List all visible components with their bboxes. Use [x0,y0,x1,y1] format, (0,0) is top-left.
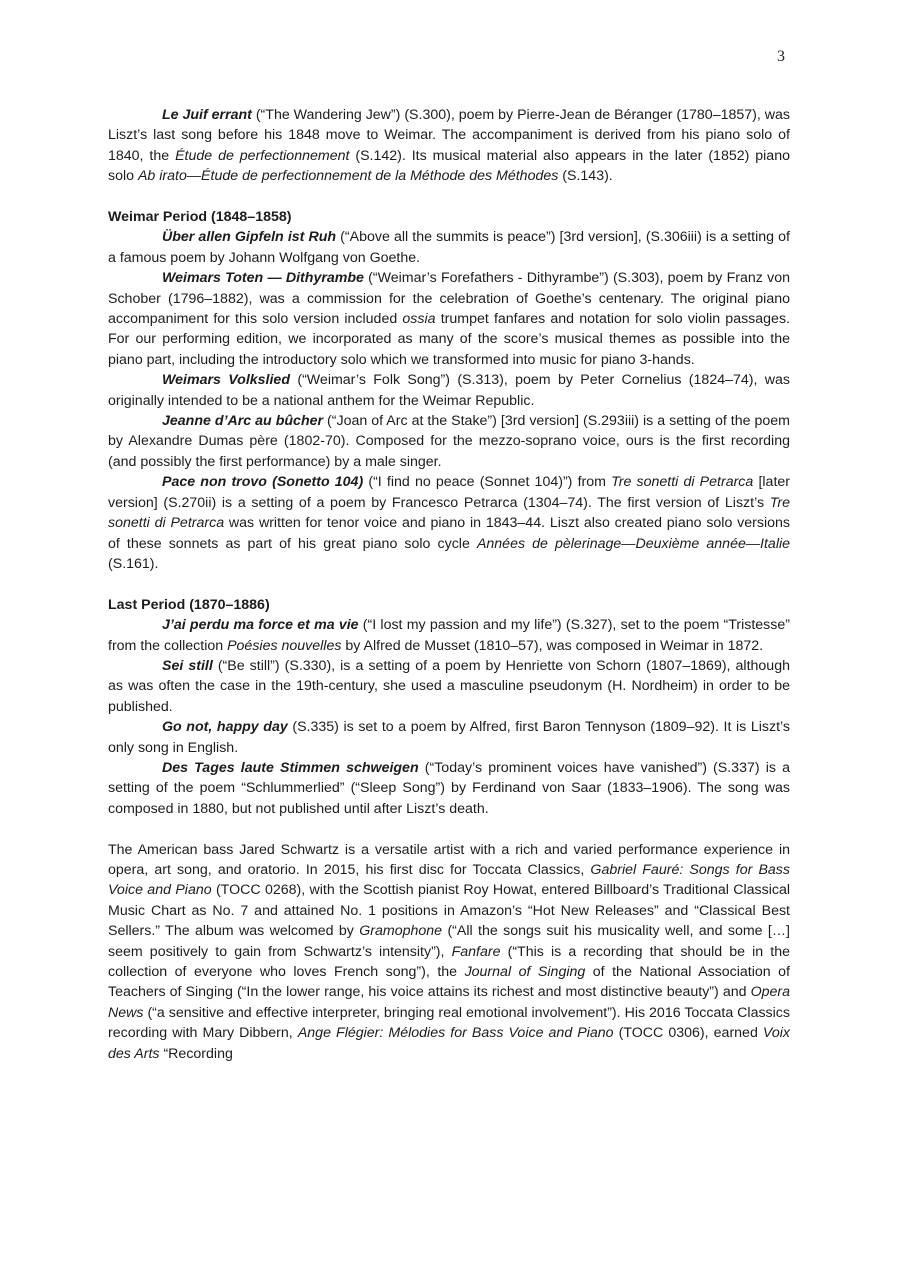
work-title: Weimars Toten — Dithyrambe [162,270,364,287]
work-title: Über allen Gipfeln ist Ruh [162,229,337,246]
work-title: Le Juif errant [162,107,252,123]
section-heading-last-period: Last Period (1870–1886) [108,596,270,613]
paragraph-weimars-volkslied: Weimars Volkslied (“Weimar’s Folk Song”) (S.313), poem by Peter Cornelius (1824–74), was originally intended to be a national anthem for the Weimar Republic. [108,372,791,409]
work-title: J’ai perdu ma force et ma vie [162,617,359,634]
paragraph-le-juif-errant: Le Juif errant (“The Wandering Jew”) (S.300), poem by Pierre-Jean de Béranger (1780–1857), was Liszt’s last song before his 1848 move to Weimar. The accompaniment is derived from his piano solo of 1840, the Étude de perfectionnement (S.142). Its musical material also appears in the later (1852) piano solo Ab irato—Étude de perfectionnement de la Méthode des Méthodes (S.143). [108,107,790,185]
paragraph-des-tages: Des Tages laute Stimmen schweigen (“Today’s prominent voices have vanished”) (S.337) is a setting of the poem “Schlummerlied” (“Sleep Song”) by Ferdinand von Saar (1833–1906). The song was composed in 1880, but not published until after Liszt’s death. [108,759,790,817]
work-title: Jeanne d’Arc au bûcher [162,413,324,430]
paragraph-jai-perdu: J’ai perdu ma force et ma vie (“I lost my passion and my life”) (S.327), set to the poem “Tristesse” from the collection Poésies nouvelles by Alfred de Musset (1810–57), was composed in Weimar in 1872. [108,617,790,654]
work-title: Des Tages laute Stimmen schweigen [162,759,419,776]
work-title: Sei still [162,657,213,674]
paragraph-sei-still: Sei still (“Be still”) (S.330), is a setting of a poem by Henriette von Schorn (1807–1869), although as was often the case in the 19th-century, she used a masculine pseudonym (H. Nordheim) in order to be published. [108,657,790,715]
paragraph-jeanne-darc: Jeanne d’Arc au bûcher (“Joan of Arc at the Stake”) [3rd version] (S.293iii) is a setting of the poem by Alexandre Dumas père (1802-70). Composed for the mezzo-soprano voice, ours is the first recording (and possibly the first performance) by a male singer. [108,413,790,470]
section-heading-weimar: Weimar Period (1848–1858) [108,209,292,226]
work-title: Go not, happy day [162,719,288,736]
work-title: Weimars Volkslied [162,372,290,389]
paragraph-weimars-toten: Weimars Toten — Dithyrambe (“Weimar’s Forefathers - Dithyrambe”) (S.303), poem by Franz von Schober (1796–1882), was a commission for the celebration of Goethe’s centenary. The original piano accompaniment for this solo version included ossia trumpet fanfares and notation for solo violin passages. For our performing edition, we incorporated as many of the score’s musical themes as possible into the piano part, including the introductory solo which we transformed into music for piano 3-hands. [108,270,790,368]
work-title: Pace non trovo (Sonetto 104) [162,474,364,491]
page-number: 3 [777,48,785,65]
paragraph-go-not-happy-day: Go not, happy day (S.335) is set to a poem by Alfred, first Baron Tennyson (1809–92). It is Liszt’s only song in English. [108,719,790,756]
paragraph-pace-non-trovo: Pace non trovo (Sonetto 104) (“I find no peace (Sonnet 104)”) from Tre sonetti di Petrarca [later version] (S.270ii) is a setting of a poem by Francesco Petrarca (1304–74). The first version of Liszt’s Tre sonetti di Petrarca was written for tenor voice and piano in 1843–44. Liszt also created piano solo versions of these sonnets as part of his great piano solo cycle Années de pèlerinage—Deuxième année—Italie (S.161). [108,474,791,572]
paragraph-uber-allen-gipfeln: Über allen Gipfeln ist Ruh (“Above all the summits is peace”) [3rd version], (S.306iii) is a setting of a famous poem by Johann Wolfgang von Goethe. [108,229,790,266]
page-body [108,105,790,1064]
paragraph-biography: The American bass Jared Schwartz is a versatile artist with a rich and varied performance experience in opera, art song, and oratorio. In 2015, his first disc for Toccata Classics, Gabriel Fauré: Songs for Bass Voice and Piano (TOCC 0268), with the Scottish pianist Roy Howat, entered Billboard’s Traditional Classical Music Chart as No. 7 and attained No. 1 positions in Amazon’s “Hot New Releases” and “Classical Best Sellers.” The album was welcomed by Gramophone (“All the songs suit his musicality well, and some […] seem positively to gain from Schwartz’s intensity”), Fanfare (“This is a recording that should be in the collection of everyone who loves French song”), the Journal of Singing of the National Association of Teachers of Singing (“In the lower range, his voice attains its richest and most distinctive beauty”) and Opera News (“a sensitive and effective interpreter, bringing real emotional involvement”). His 2016 Toccata Classics recording with Mary Dibbern, Ange Flégier: Mélodies for Bass Voice and Piano (TOCC 0306), earned Voix des Arts “Recording [108,841,791,1062]
